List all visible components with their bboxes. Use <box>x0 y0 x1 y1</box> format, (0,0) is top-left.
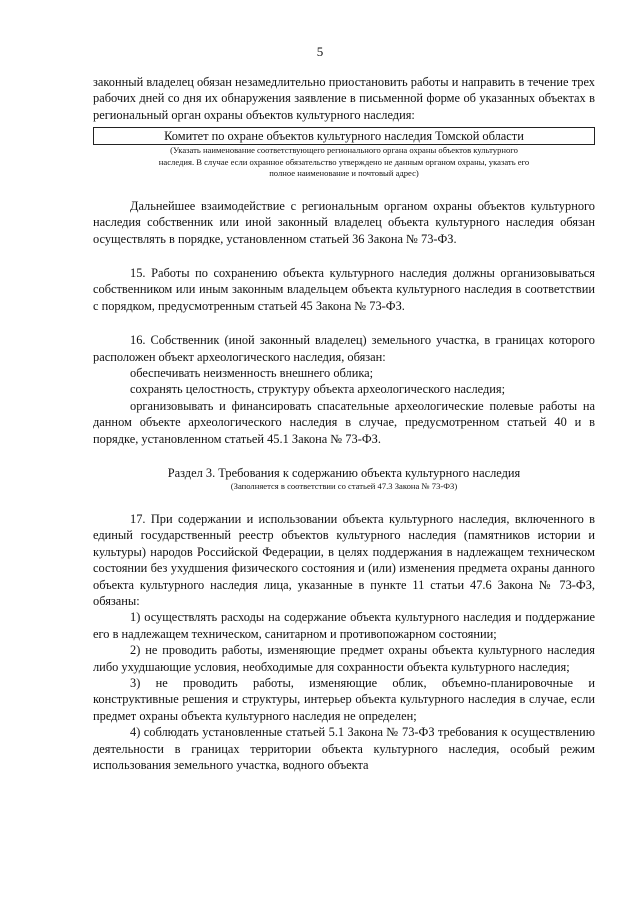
page-number: 5 <box>316 44 324 59</box>
paragraph-16: 16. Собственник (иной законный владелец) земельного участка, в границах которого расположен объект археологического наследия, обязан: <box>93 333 595 364</box>
authority-box: Комитет по охране объектов культурного наследия Томской области <box>93 127 595 145</box>
section-3-note: (Заполняется в соответствии со статьей 47.3 Закона № 73-ФЗ) <box>230 481 458 492</box>
interaction-paragraph: Дальнейшее взаимодействие с региональным органом охраны объектов культурного наследия собственник или иной законный владелец объекта культурного наследия обязан осуществлять в порядке, установленном статьей 36 Закона № 73-ФЗ. <box>93 198 595 246</box>
document-body <box>93 74 595 773</box>
section-3-title: Раздел 3. Требования к содержанию объекта культурного наследия <box>167 466 521 480</box>
authority-note: (Указать наименование соответствующего регионального органа охраны объектов культурного наследия. В случае если охранное обязательство утверждено не данным органом охраны, указать его полное наименование и почтовый адрес) <box>158 145 530 179</box>
paragraph-17-item: 4) соблюдать установленные статьей 5.1 Закона № 73-ФЗ требования к осуществлению деятельности в границах территории объекта культурного наследия, особый режим использования земельного участка, водного объекта <box>93 725 595 772</box>
paragraph-17-item: 2) не проводить работы, изменяющие предмет охраны объекта культурного наследия либо ухудшающие условия, необходимые для сохранности объекта культурного наследия; <box>93 643 595 674</box>
paragraph-17-item: 1) осуществлять расходы на содержание объекта культурного наследия и поддержание его в надлежащем техническом, санитарном и противопожарном состоянии; <box>93 610 595 641</box>
paragraph-17: 17. При содержании и использовании объекта культурного наследия, включенного в единый государственный реестр объектов культурного наследия (памятников истории и культуры) народов Российской Федерации, в целях поддержания в надлежащем техническом состоянии без ухудшения физического состояния и (или) изменения предмета охраны данного объекта культурного наследия лица, указанные в пункте 11 статьи 47.6 Закона № 73-ФЗ, обязаны: <box>93 511 595 608</box>
paragraph-16-item: обеспечивать неизменность внешнего облика; <box>130 365 374 380</box>
paragraph-16-item: сохранять целостность, структуру объекта археологического наследия; <box>130 382 506 397</box>
paragraph-16-item: организовывать и финансировать спасательные археологические полевые работы на данном объекте археологического наследия в случае, предусмотренном статьей 40 и в порядке, установленном статьей 45.1 Закона № 73-ФЗ. <box>93 398 595 446</box>
intro-paragraph: законный владелец обязан незамедлительно приостановить работы и направить в течение трех рабочих дней со дня их обнаружения заявление в письменной форме об указанных объектах в региональный орган охраны объектов культурного наследия: <box>93 75 595 122</box>
paragraph-15: 15. Работы по сохранению объекта культурного наследия должны организовываться собственником или иным законным владельцем объекта культурного наследия в соответствии с порядком, предусмотренным статьей 45 Закона № 73-ФЗ. <box>93 265 595 313</box>
paragraph-17-item: 3) не проводить работы, изменяющие облик, объемно-планировочные и конструктивные решения и структуры, интерьер объекта культурного наследия в случае, если предмет охраны объекта культурного наследия не определен; <box>93 675 595 723</box>
